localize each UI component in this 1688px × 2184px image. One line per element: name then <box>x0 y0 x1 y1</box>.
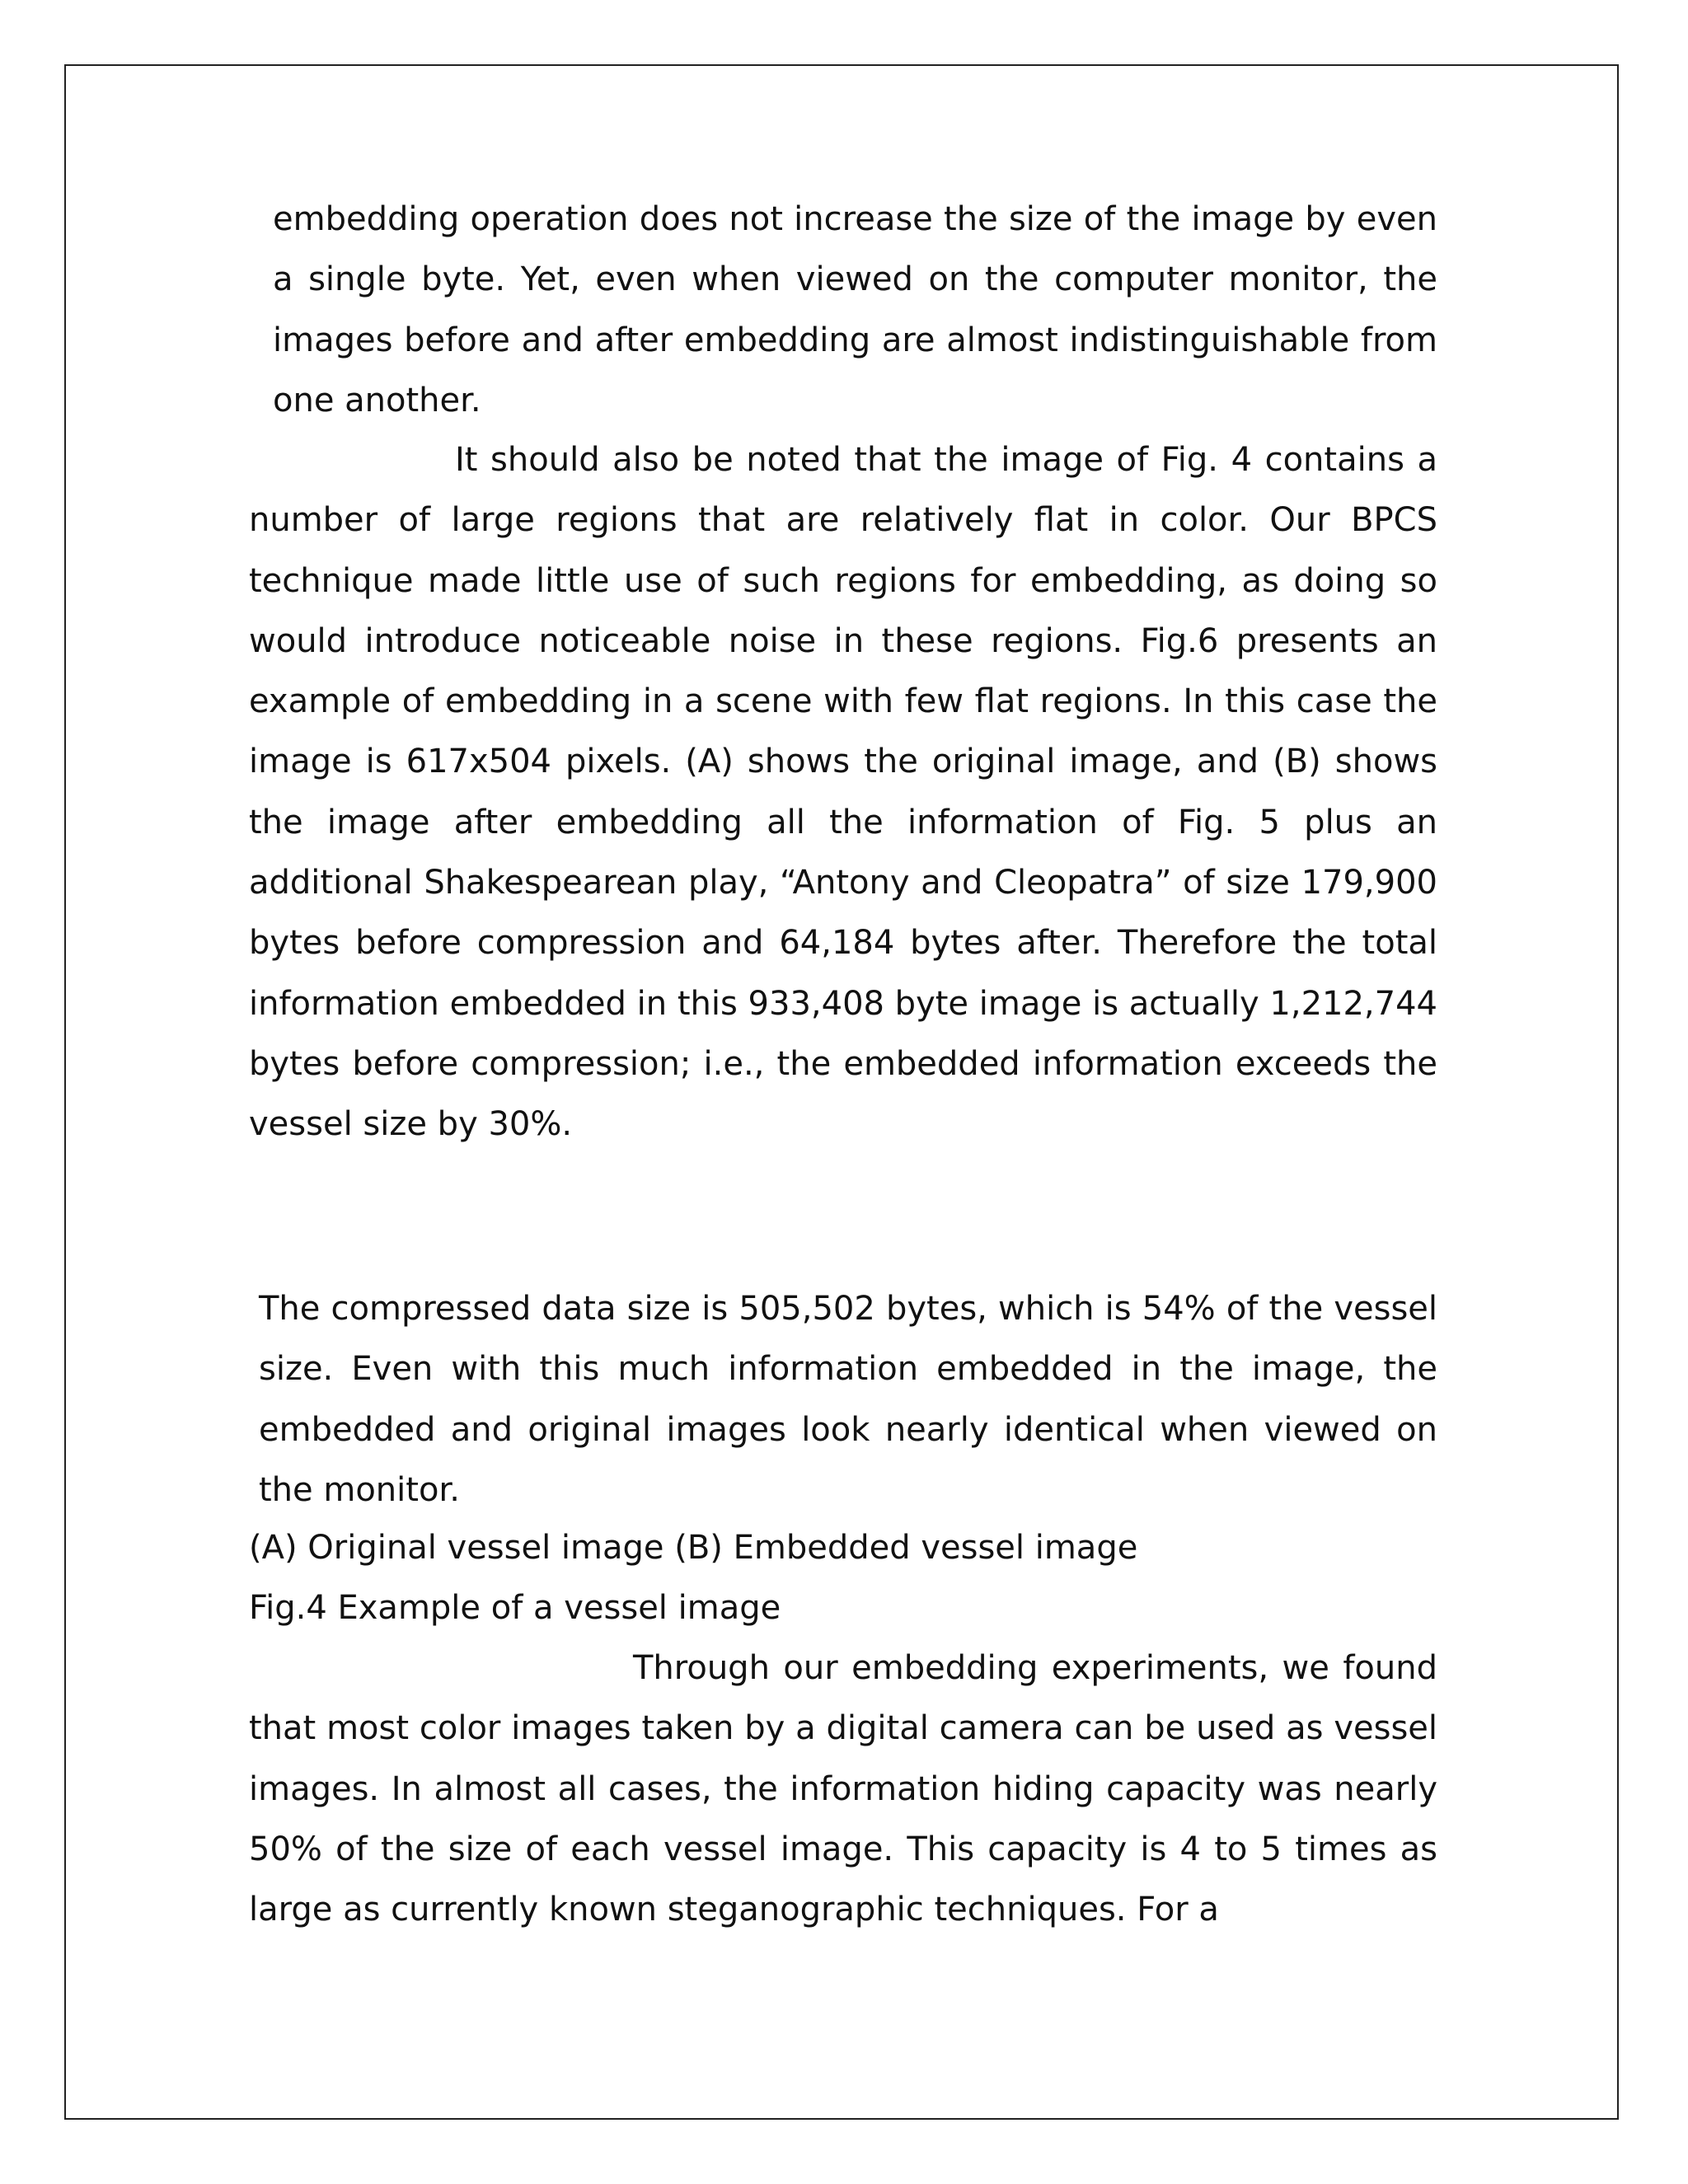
figure-caption: Fig.4 Example of a vessel image <box>249 1589 781 1627</box>
paragraph-embedding-experiments: Through our embedding experiments, we found that most color images taken by a digital camera can be used as vessel images. In almost all cases, the information hiding capacity was nearly 50% of the size of each vessel image. This capacity is 4 to 5 times as large as currently known steganographic techniques. For a <box>249 1649 1437 1929</box>
paragraph-compressed-size: The compressed data size is 505,502 bytes, which is 54% of the vessel size. Even with this much information embedded in the image, the embedded and original images look nearly identical when viewed on the monitor. <box>259 1290 1437 1509</box>
paragraph-embedding-size: embedding operation does not increase the size of the image by even a single byte. Yet, even when viewed on the computer monitor, the images before and after embedding are almost indistinguishable from one another. <box>273 200 1437 419</box>
subfigure-caption: (A) Original vessel image (B) Embedded vessel image <box>249 1529 1138 1567</box>
paragraph-flat-regions: It should also be noted that the image of Fig. 4 contains a number of large regions that are relatively flat in color. Our BPCS technique made little use of such regions for embedding, as doing so would introduce noticeable noise in these regions. Fig.6 presents an example of embedding in a scene with few flat regions. In this case the image is 617x504 pixels. (A) shows the original image, and (B) shows the image after embedding all the information of Fig. 5 plus an additional Shakespearean play, “Antony and Cleopatra” of size 179,900 bytes before compression and 64,184 bytes after. Therefore the total information embedded in this 933,408 byte image is actually 1,212,744 bytes before compression; i.e., the embedded information exceeds the vessel size by 30%. <box>249 441 1437 1144</box>
